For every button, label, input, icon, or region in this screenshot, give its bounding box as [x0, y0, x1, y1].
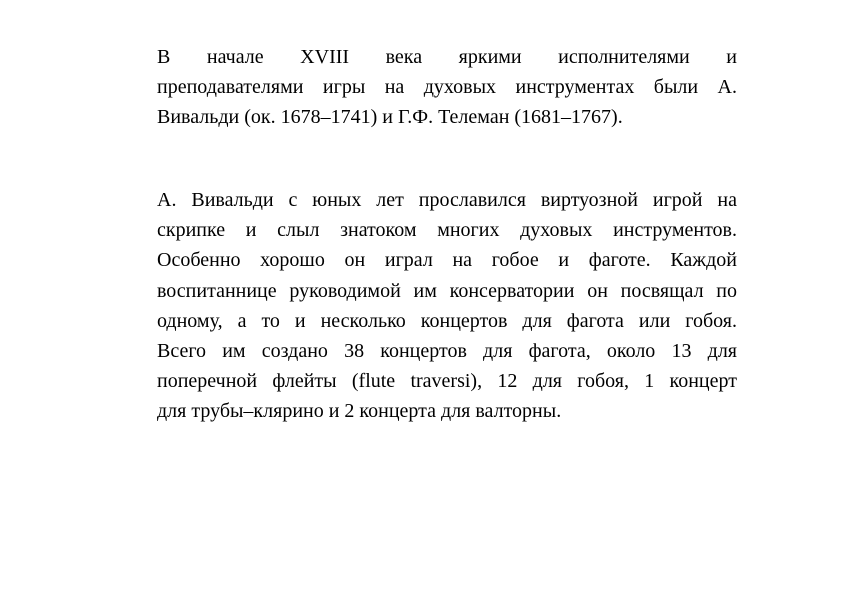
paragraph-line: преподавателями игры на духовых инструментах были А.: [157, 76, 737, 99]
paragraph-line: Вивальди (ок. 1678–1741) и Г.Ф. Телеман (1681–1767).: [157, 106, 623, 129]
paragraph-line: одному, а то и несколько концертов для фагота или гобоя.: [157, 309, 737, 332]
paragraph-line: поперечной флейты (flute traversi), 12 для гобоя, 1 концерт: [157, 370, 737, 393]
paragraph-line: Всего им создано 38 концертов для фагота, около 13 для: [157, 339, 737, 362]
paragraph-line: воспитаннице руководимой им консерватории он посвящал по: [157, 279, 737, 302]
paragraph-line: для трубы–клярино и 2 концерта для валторны.: [157, 400, 562, 423]
paragraph-line: Особенно хорошо он играл на гобое и фаготе. Каждой: [157, 249, 737, 272]
paragraph-line: А. Вивальди с юных лет прославился виртуозной игрой на: [157, 189, 737, 211]
paragraph-1: [157, 42, 737, 133]
paragraph-2: [157, 185, 737, 427]
paragraph-line: скрипке и слыл знатоком многих духовых инструментов.: [157, 219, 737, 242]
paragraph-line: В начале XVIII века яркими исполнителями и: [157, 46, 737, 68]
